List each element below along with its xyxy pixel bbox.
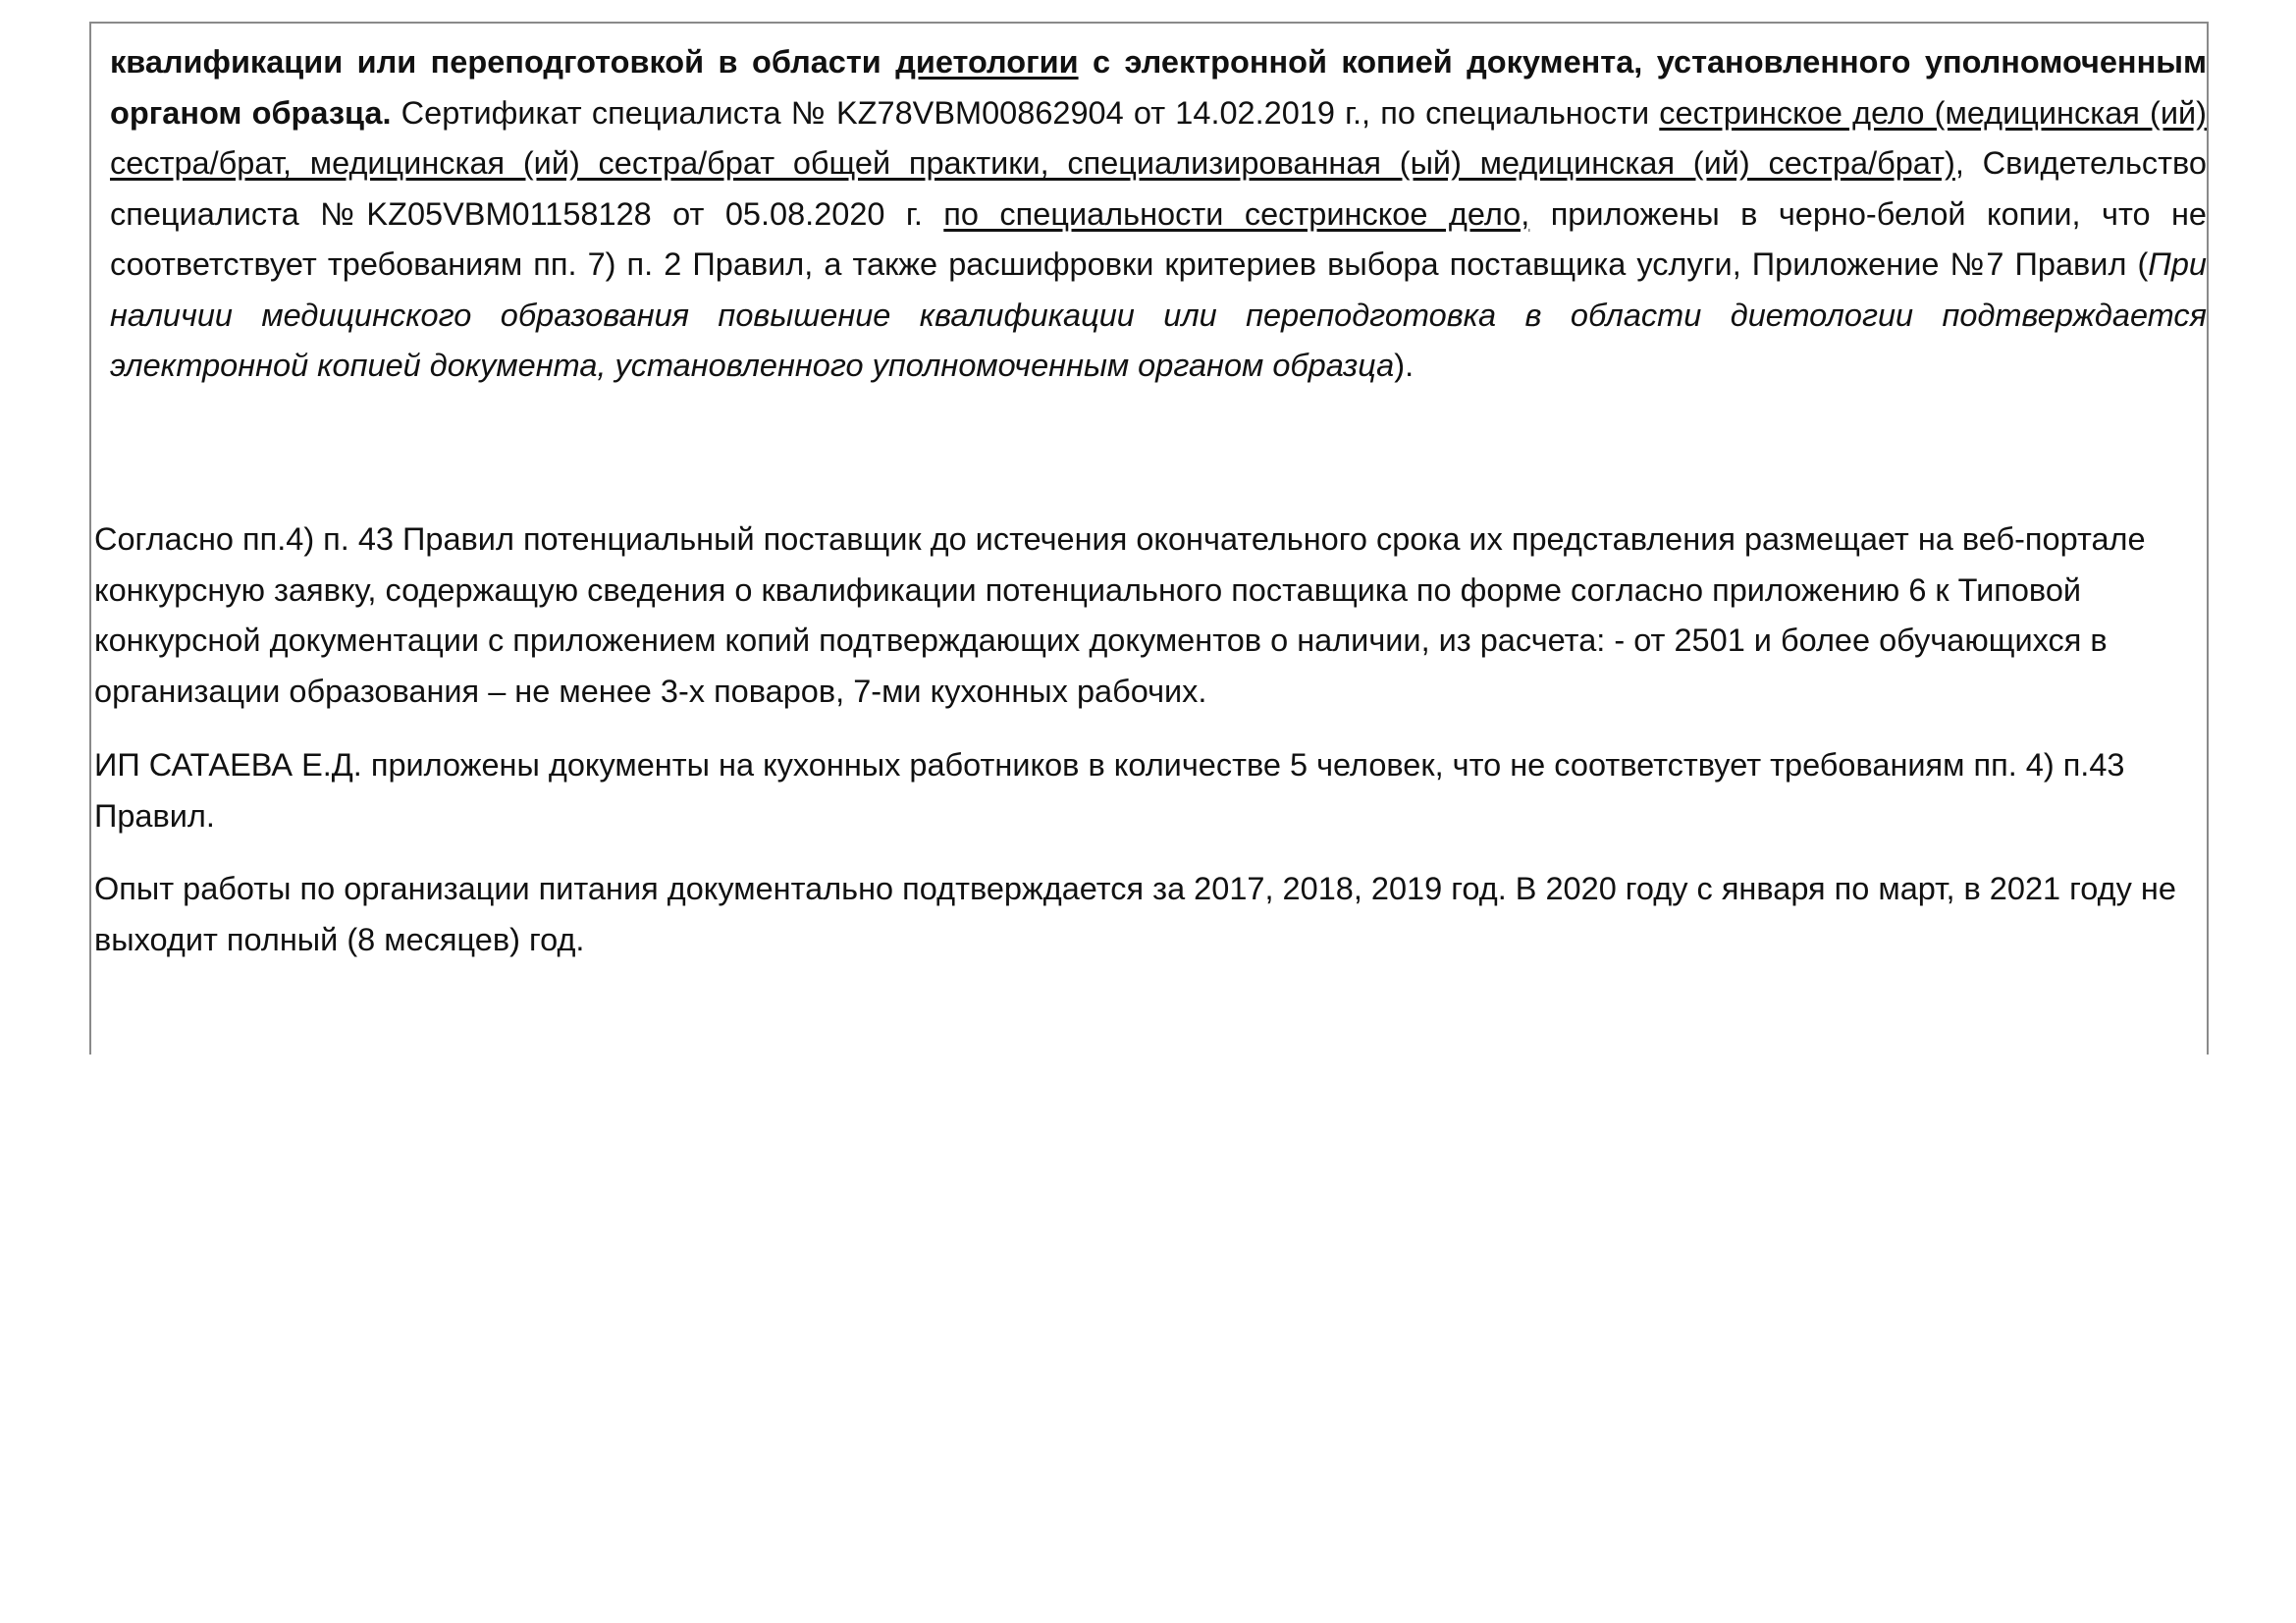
plain-text: , Свидетельство специалиста №KZ05VBM01158128 от 05.08.2020 г. (110, 145, 2207, 232)
paragraph-rule (94, 514, 2215, 717)
italic-quote: При наличии медицинского образования повышение квалификации или переподготовка в области диетологии подтверждается электронной копией документа, установленного уполномоченным органом образца (110, 246, 2207, 383)
bold-text: с электронной копией документа, установленного уполномоченным органом образца. (110, 44, 2207, 131)
bold-underlined-term: диетологии (895, 44, 1079, 80)
paragraph-text: ИП САТАЕВА Е.Д. приложены документы на кухонных работников в количестве 5 человек, что не соответствует требованиям пп. 4) п.43 Правил. (94, 747, 2125, 834)
plain-text: Сертификат специалиста № KZ78VBM00862904 от 14.02.2019 г., по специальности (391, 94, 1660, 131)
bold-text: квалификации или переподготовкой в области (110, 44, 896, 80)
paragraph-sataeva (94, 740, 2215, 841)
underlined-specialty: сестринское дело (медицинская (ий) сестра/брат, медицинская (ий) сестра/брат общей практики, специализированная (ый) медицинская (ий) сестра/брат) (110, 94, 2208, 181)
plain-text: ). (1394, 348, 1415, 383)
paragraph-text: Согласно пп.4) п. 43 Правил потенциальный поставщик до истечения окончательного срока их представления размещает на веб-портале конкурсную заявку, содержащую сведения о квалификации потенциального поставщика по форме согласно приложению 6 к Типовой конкурсной документации с приложением копий подтверждающих документов о наличии, из расчета: - от 2501 и более обучающихся в организации образования – не менее 3-х поваров, 7-ми кухонных рабочих. (94, 521, 2146, 709)
table-cell-text (110, 37, 2207, 392)
cell-paragraph (110, 37, 2207, 392)
plain-text: приложены в черно-белой копии, что не соответствует требованиям пп. 7) п. 2 Правил, а также расшифровки критериев выбора поставщика услуги, Приложение №7 Правил ( (110, 195, 2208, 282)
paragraph-experience (94, 864, 2215, 965)
underlined-specialty: по специальности сестринское дело, (943, 195, 1530, 232)
paragraph-text: Опыт работы по организации питания документально подтверждается за 2017, 2018, 2019 год. В 2020 году с января по март, в 2021 году не выходит полный (8 месяцев) год. (94, 871, 2176, 957)
